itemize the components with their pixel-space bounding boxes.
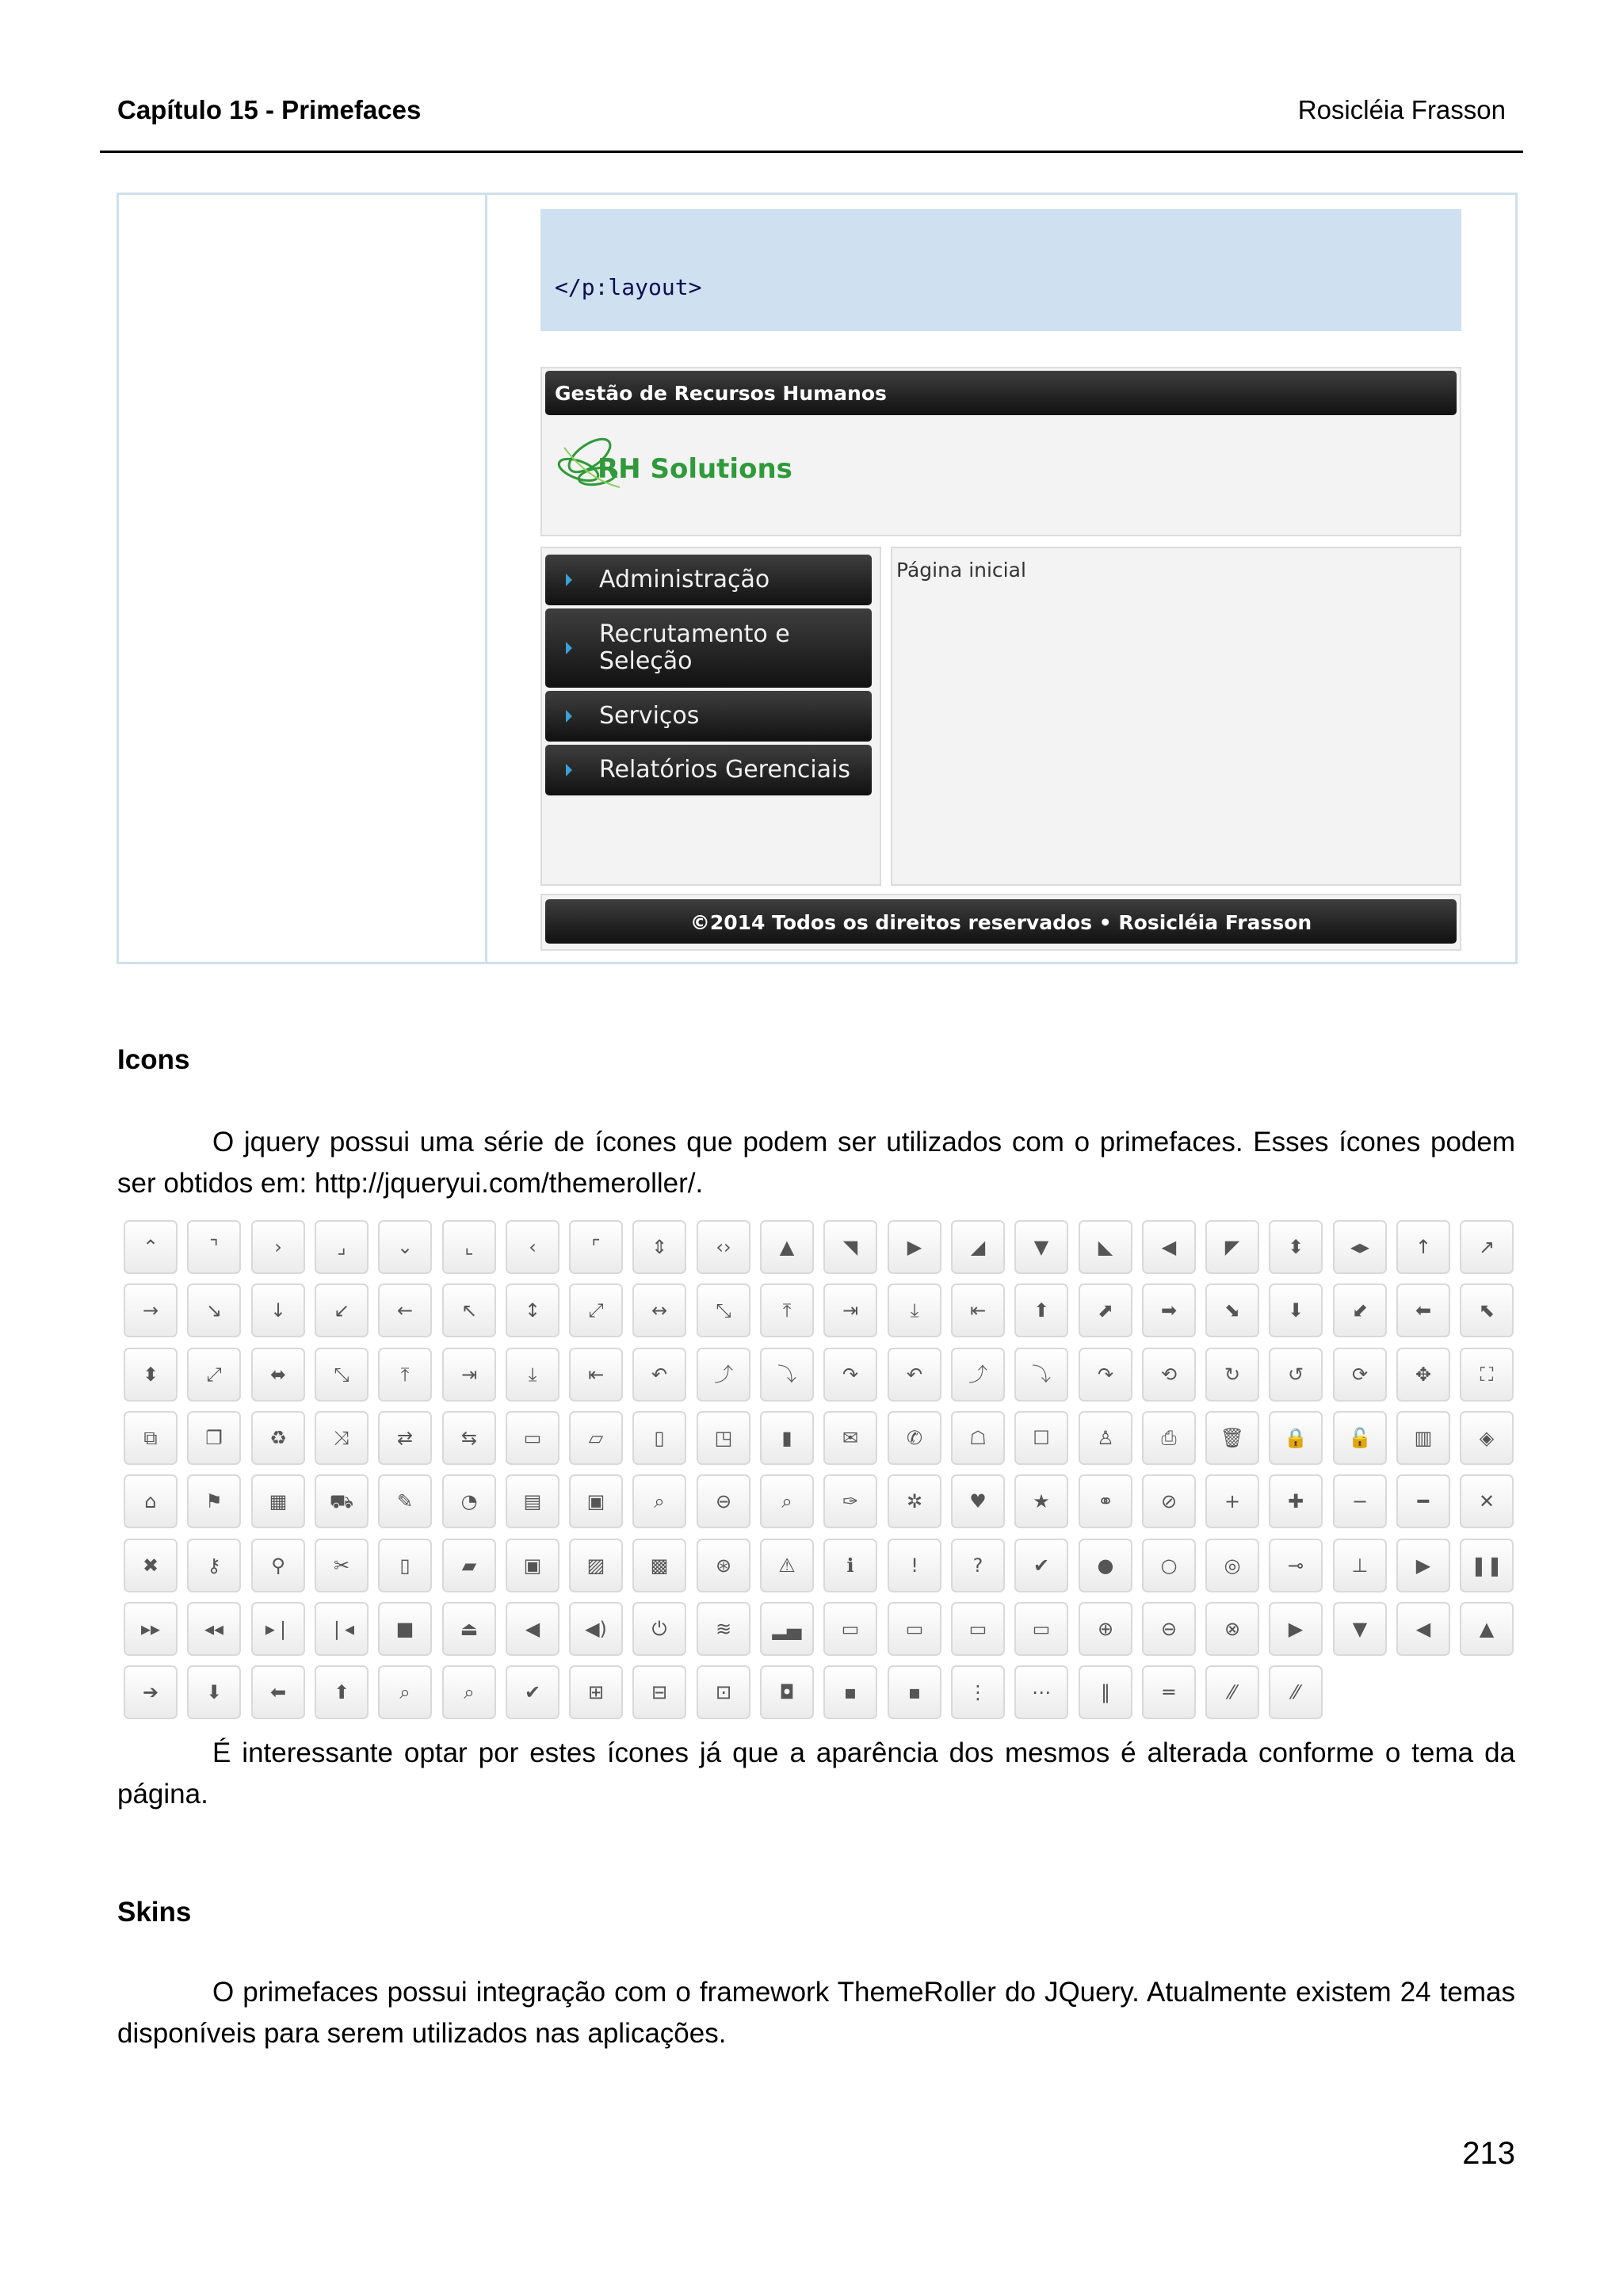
ui-icon-cell: ⊟ bbox=[632, 1665, 686, 1719]
ui-icon-cell: ↓ bbox=[251, 1283, 305, 1337]
ui-icon-cell: ▮ bbox=[760, 1411, 814, 1465]
ui-icon-cell: ▲ bbox=[1460, 1602, 1514, 1656]
ui-icon-cell: ◀ bbox=[1142, 1220, 1196, 1274]
caret-right-icon bbox=[566, 764, 572, 776]
ui-icon-cell: ‖ bbox=[1079, 1665, 1132, 1719]
ui-icon-cell: ● bbox=[1079, 1539, 1132, 1592]
ui-icon-cell: − bbox=[1333, 1474, 1387, 1528]
ui-icon-cell: ? bbox=[951, 1539, 1005, 1592]
ui-icon-cell: ◢ bbox=[951, 1220, 1005, 1274]
ui-icon-cell: ▼ bbox=[1333, 1602, 1387, 1656]
ui-icon-cell: ⤒ bbox=[378, 1348, 432, 1402]
icons-after-text: É interessante optar por estes ícones já que a aparência dos mesmos é alterada conforme o tema da página. bbox=[117, 1737, 1515, 1810]
content-panel bbox=[891, 547, 1461, 886]
ui-icon-cell: ⬅ bbox=[251, 1665, 305, 1719]
ui-icon-cell: ▂▄ bbox=[760, 1602, 814, 1656]
ui-icon-cell: ⇆ bbox=[442, 1411, 496, 1465]
ui-icon-cell: ✆ bbox=[888, 1411, 941, 1465]
ui-icon-cell: ⌃ bbox=[124, 1220, 178, 1274]
ui-icon-cell: ⤢ bbox=[569, 1283, 623, 1337]
code-band bbox=[540, 209, 1461, 331]
ui-icon-cell: ▸❘ bbox=[251, 1602, 305, 1656]
ui-icon-cell: ⌞ bbox=[442, 1220, 496, 1274]
ui-icon-cell: ‹ bbox=[506, 1220, 559, 1274]
ui-icon-cell: ⤢ bbox=[187, 1348, 241, 1402]
app-header-bar bbox=[545, 371, 1457, 415]
ui-icon-cell: ⇕ bbox=[632, 1220, 686, 1274]
ui-icon-cell: ⊥ bbox=[1333, 1539, 1387, 1592]
ui-icon-cell: ℹ bbox=[823, 1539, 877, 1592]
ui-icon-cell: ← bbox=[378, 1283, 432, 1337]
ui-icon-cell: ⊕ bbox=[1079, 1602, 1132, 1656]
caret-right-icon bbox=[566, 642, 572, 654]
ui-icon-cell: ⬅ bbox=[1396, 1283, 1450, 1337]
ui-icon-cell: ✂ bbox=[315, 1539, 369, 1592]
ui-icon-cell: ✲ bbox=[888, 1474, 941, 1528]
ui-icon-cell: ◤ bbox=[1205, 1220, 1259, 1274]
ui-icon-cell: ⧉ bbox=[124, 1411, 178, 1465]
ui-icon-cell: ⋯ bbox=[1014, 1665, 1068, 1719]
app-header-title: Gestão de Recursos Humanos bbox=[555, 382, 887, 405]
ui-icon-cell: ⊡ bbox=[697, 1665, 750, 1719]
ui-icon-cell: ═ bbox=[1142, 1665, 1196, 1719]
icons-intro-paragraph bbox=[117, 1122, 1515, 1204]
menu-item-label: Relatórios Gerenciais bbox=[599, 756, 851, 784]
ui-icon-cell: ⌕ bbox=[378, 1665, 432, 1719]
ui-icon-cell: ✥ bbox=[1396, 1348, 1450, 1402]
ui-icon-cell: ↶ bbox=[632, 1348, 686, 1402]
ui-icon-cell: ▭ bbox=[951, 1602, 1005, 1656]
ui-icon-cell: ⬍ bbox=[124, 1348, 178, 1402]
ui-icon-cell: ▩ bbox=[632, 1539, 686, 1592]
ui-icon-cell: ✔ bbox=[1014, 1539, 1068, 1592]
ui-icon-cell: ⌄ bbox=[378, 1220, 432, 1274]
ui-icon-cell: ⋮ bbox=[951, 1665, 1005, 1719]
ui-icon-cell: ◔ bbox=[442, 1474, 496, 1528]
ui-icon-cell: ☐ bbox=[1014, 1411, 1068, 1465]
menu-item-administracao[interactable] bbox=[545, 555, 872, 605]
ui-icon-cell: ≋ bbox=[697, 1602, 750, 1656]
menu-item-servicos[interactable] bbox=[545, 691, 872, 742]
ui-icon-cell: ↕ bbox=[506, 1283, 559, 1337]
ui-icon-cell: ⇤ bbox=[951, 1283, 1005, 1337]
ui-icon-cell: → bbox=[124, 1283, 178, 1337]
ui-icon-cell: ⇥ bbox=[823, 1283, 877, 1337]
icons-intro-text: O jquery possui uma série de ícones que podem ser utilizados com o primefaces. Esses ícones podem ser obtidos em: http://jqueryui.com/themeroller/. bbox=[117, 1127, 1515, 1199]
menu-item-relatorios[interactable] bbox=[545, 745, 872, 795]
ui-icon-cell: ⁄⁄ bbox=[1269, 1665, 1323, 1719]
ui-icon-cell: ▲ bbox=[760, 1220, 814, 1274]
ui-icon-cell: ↷ bbox=[1079, 1348, 1132, 1402]
caret-right-icon bbox=[566, 574, 572, 586]
ui-icon-cell: ▭ bbox=[506, 1411, 559, 1465]
ui-icon-cell: ━ bbox=[1396, 1474, 1450, 1528]
ui-icon-cell: ⟳ bbox=[1333, 1348, 1387, 1402]
ui-icon-cell: ✑ bbox=[823, 1474, 877, 1528]
skins-text: O primefaces possui integração com o framework ThemeRoller do JQuery. Atualmente existem 24 temas disponíveis para serem utilizados nas aplicações. bbox=[117, 1977, 1515, 2049]
ui-icon-cell: ☖ bbox=[951, 1411, 1005, 1465]
ui-icon-cell: ▪ bbox=[823, 1665, 877, 1719]
ui-icon-cell: ⌕ bbox=[442, 1665, 496, 1719]
ui-icon-cell: ↷ bbox=[823, 1348, 877, 1402]
ui-icon-cell: ⊞ bbox=[569, 1665, 623, 1719]
ui-icon-cell: ✖ bbox=[124, 1539, 178, 1592]
ui-icon-cell: ◀ bbox=[1396, 1602, 1450, 1656]
jquery-icon-grid bbox=[124, 1220, 1518, 1727]
ui-icon-cell: ▣ bbox=[569, 1474, 623, 1528]
ui-icon-cell: ⤴ bbox=[951, 1348, 1005, 1402]
ui-icon-cell: ♥ bbox=[951, 1474, 1005, 1528]
ui-icon-cell: › bbox=[251, 1220, 305, 1274]
ui-icon-cell: ⤒ bbox=[760, 1283, 814, 1337]
ui-icon-cell: ⤵ bbox=[760, 1348, 814, 1402]
ui-icon-cell: ‹› bbox=[697, 1220, 750, 1274]
ui-icon-cell: ↗ bbox=[1460, 1220, 1514, 1274]
ui-icon-cell: ⌝ bbox=[187, 1220, 241, 1274]
ui-icon-cell: ⁄⁄ bbox=[1205, 1665, 1259, 1719]
ui-icon-cell: ✕ bbox=[1460, 1474, 1514, 1528]
ui-icon-cell: ⇥ bbox=[442, 1348, 496, 1402]
ui-icon-cell: ⌟ bbox=[315, 1220, 369, 1274]
skins-paragraph bbox=[117, 1972, 1515, 2054]
ui-icon-cell: ■ bbox=[378, 1602, 432, 1656]
ui-icon-cell: ⚲ bbox=[251, 1539, 305, 1592]
ui-icon-cell: ⇄ bbox=[378, 1411, 432, 1465]
ui-icon-cell: ⬆ bbox=[1014, 1283, 1068, 1337]
ui-icon-cell: ↘ bbox=[187, 1283, 241, 1337]
ui-icon-cell: ⤴ bbox=[697, 1348, 750, 1402]
ui-icon-cell: ▱ bbox=[569, 1411, 623, 1465]
ui-icon-cell: ⌕ bbox=[760, 1474, 814, 1528]
ui-icon-cell: 🔒 bbox=[1269, 1411, 1323, 1465]
ui-icon-cell: ⤓ bbox=[506, 1348, 559, 1402]
ui-icon-cell: ○ bbox=[1142, 1539, 1196, 1592]
ui-icon-cell: ★ bbox=[1014, 1474, 1068, 1528]
ui-icon-cell: ▥ bbox=[1396, 1411, 1450, 1465]
ui-icon-cell: ⛶ bbox=[1460, 1348, 1514, 1402]
ui-icon-cell: ▶ bbox=[1396, 1539, 1450, 1592]
ui-icon-cell: ▯ bbox=[632, 1411, 686, 1465]
ui-icon-cell: ⌂ bbox=[124, 1474, 178, 1528]
rh-solutions-logo[interactable] bbox=[548, 424, 802, 503]
ui-icon-cell: ⬉ bbox=[1460, 1283, 1514, 1337]
ui-icon-cell: ⬍ bbox=[1269, 1220, 1323, 1274]
ui-icon-cell: ♙ bbox=[1079, 1411, 1132, 1465]
ui-icon-cell: ↙ bbox=[315, 1283, 369, 1337]
ui-icon-cell: ◘ bbox=[760, 1665, 814, 1719]
ui-icon-cell: ⏻ bbox=[632, 1602, 686, 1656]
ui-icon-cell: ◀ bbox=[506, 1602, 559, 1656]
ui-icon-cell: ⊖ bbox=[697, 1474, 750, 1528]
ui-icon-cell: ⤡ bbox=[697, 1283, 750, 1337]
menu-item-label: Recrutamento e Seleção bbox=[599, 620, 790, 675]
ui-icon-cell: ✔ bbox=[506, 1665, 559, 1719]
ui-icon-cell: ↻ bbox=[1205, 1348, 1259, 1402]
ui-icon-cell: ⚭ bbox=[1079, 1474, 1132, 1528]
ui-icon-cell: ⬇ bbox=[1269, 1283, 1323, 1337]
ui-icon-cell: ♻ bbox=[251, 1411, 305, 1465]
ui-icon-cell: ❐ bbox=[187, 1411, 241, 1465]
ui-icon-cell: ▭ bbox=[823, 1602, 877, 1656]
ui-icon-cell: ↔ bbox=[632, 1283, 686, 1337]
logo-wordmark: RH Solutions bbox=[598, 453, 792, 485]
ui-icon-cell: ⌜ bbox=[569, 1220, 623, 1274]
icons-after-paragraph bbox=[117, 1733, 1515, 1815]
ui-icon-cell: ▼ bbox=[1014, 1220, 1068, 1274]
ui-icon-cell: ▦ bbox=[251, 1474, 305, 1528]
ui-icon-cell: ◳ bbox=[697, 1411, 750, 1465]
ui-icon-cell: ➡ bbox=[1142, 1283, 1196, 1337]
ui-icon-cell: 🔓 bbox=[1333, 1411, 1387, 1465]
ui-icon-cell: ◎ bbox=[1205, 1539, 1259, 1592]
ui-icon-cell: ↑ bbox=[1396, 1220, 1450, 1274]
ui-icon-cell: ↖ bbox=[442, 1283, 496, 1337]
chapter-title: Capítulo 15 - Primefaces bbox=[117, 95, 422, 124]
ui-icon-cell: ✚ bbox=[1269, 1474, 1323, 1528]
ui-icon-cell: ◂◂ bbox=[187, 1602, 241, 1656]
ui-icon-cell: ❚❚ bbox=[1460, 1539, 1514, 1592]
ui-icon-cell: ⬊ bbox=[1205, 1283, 1259, 1337]
ui-icon-cell: ⌕ bbox=[632, 1474, 686, 1528]
ui-icon-cell: ⚷ bbox=[187, 1539, 241, 1592]
ui-icon-cell: ⬌ bbox=[251, 1348, 305, 1402]
ui-icon-cell: ⤡ bbox=[315, 1348, 369, 1402]
ui-icon-cell: ⊛ bbox=[697, 1539, 750, 1592]
menu-item-label: Administração bbox=[599, 566, 770, 593]
page-number: 213 bbox=[1462, 2136, 1515, 2171]
ui-icon-cell: ⊸ bbox=[1269, 1539, 1323, 1592]
menu-item-label: Serviços bbox=[599, 702, 700, 730]
ui-icon-cell: ⊘ bbox=[1142, 1474, 1196, 1528]
ui-icon-cell: ◈ bbox=[1460, 1411, 1514, 1465]
ui-icon-cell: ⤨ bbox=[315, 1411, 369, 1465]
ui-icon-cell: + bbox=[1205, 1474, 1259, 1528]
ui-icon-cell: ⟲ bbox=[1142, 1348, 1196, 1402]
skins-heading: Skins bbox=[117, 1897, 192, 1928]
ui-icon-cell: ▨ bbox=[569, 1539, 623, 1592]
ui-icon-cell: ⬇ bbox=[187, 1665, 241, 1719]
ui-icon-cell: ▤ bbox=[506, 1474, 559, 1528]
ui-icon-cell: ⬈ bbox=[1079, 1283, 1132, 1337]
code-table-divider bbox=[485, 193, 487, 964]
ui-icon-cell: ⤵ bbox=[1014, 1348, 1068, 1402]
caret-right-icon bbox=[566, 710, 572, 723]
ui-icon-cell: ▭ bbox=[1014, 1602, 1068, 1656]
ui-icon-cell: ⏏ bbox=[442, 1602, 496, 1656]
ui-icon-cell: ⇤ bbox=[569, 1348, 623, 1402]
ui-icon-cell: ◥ bbox=[823, 1220, 877, 1274]
ui-icon-cell: ↶ bbox=[888, 1348, 941, 1402]
ui-icon-cell: ➔ bbox=[124, 1665, 178, 1719]
menu-item-recrutamento[interactable] bbox=[545, 608, 872, 688]
icons-heading: Icons bbox=[117, 1044, 190, 1075]
ui-icon-cell: ▸▸ bbox=[124, 1602, 178, 1656]
ui-icon-cell: ⚠ bbox=[760, 1539, 814, 1592]
ui-icon-cell: ✎ bbox=[378, 1474, 432, 1528]
ui-icon-cell: 🗑 bbox=[1205, 1411, 1259, 1465]
ui-icon-cell: ! bbox=[888, 1539, 941, 1592]
ui-icon-cell: ⬆ bbox=[315, 1665, 369, 1719]
ui-icon-cell: ▶ bbox=[1269, 1602, 1323, 1656]
ui-icon-cell: ⚑ bbox=[187, 1474, 241, 1528]
ui-icon-cell: ▯ bbox=[378, 1539, 432, 1592]
ui-icon-cell: ◂▸ bbox=[1333, 1220, 1387, 1274]
ui-icon-cell: ▰ bbox=[442, 1539, 496, 1592]
ui-icon-cell: ▣ bbox=[506, 1539, 559, 1592]
ui-icon-cell: ◣ bbox=[1079, 1220, 1132, 1274]
ui-icon-cell: ⛟ bbox=[315, 1474, 369, 1528]
content-title: Página inicial bbox=[896, 559, 1026, 582]
ui-icon-cell: ⎙ bbox=[1142, 1411, 1196, 1465]
ui-icon-cell: ↺ bbox=[1269, 1348, 1323, 1402]
ui-icon-cell: ▭ bbox=[888, 1602, 941, 1656]
ui-icon-cell: ⬋ bbox=[1333, 1283, 1387, 1337]
app-footer-bar bbox=[545, 899, 1457, 944]
code-snippet: </p:layout> bbox=[555, 274, 702, 300]
ui-icon-cell: ⊖ bbox=[1142, 1602, 1196, 1656]
ui-icon-cell: ◀) bbox=[569, 1602, 623, 1656]
header-divider bbox=[100, 151, 1523, 153]
app-footer-text: ©2014 Todos os direitos reservados • Rosicléia Frasson bbox=[689, 911, 1312, 934]
ui-icon-cell: ❘◂ bbox=[315, 1602, 369, 1656]
ui-icon-cell: ▪ bbox=[888, 1665, 941, 1719]
ui-icon-cell: ▶ bbox=[888, 1220, 941, 1274]
ui-icon-cell: ✉ bbox=[823, 1411, 877, 1465]
author-name: Rosicléia Frasson bbox=[1297, 95, 1506, 124]
ui-icon-cell: ⊗ bbox=[1205, 1602, 1259, 1656]
ui-icon-cell: ⤓ bbox=[888, 1283, 941, 1337]
